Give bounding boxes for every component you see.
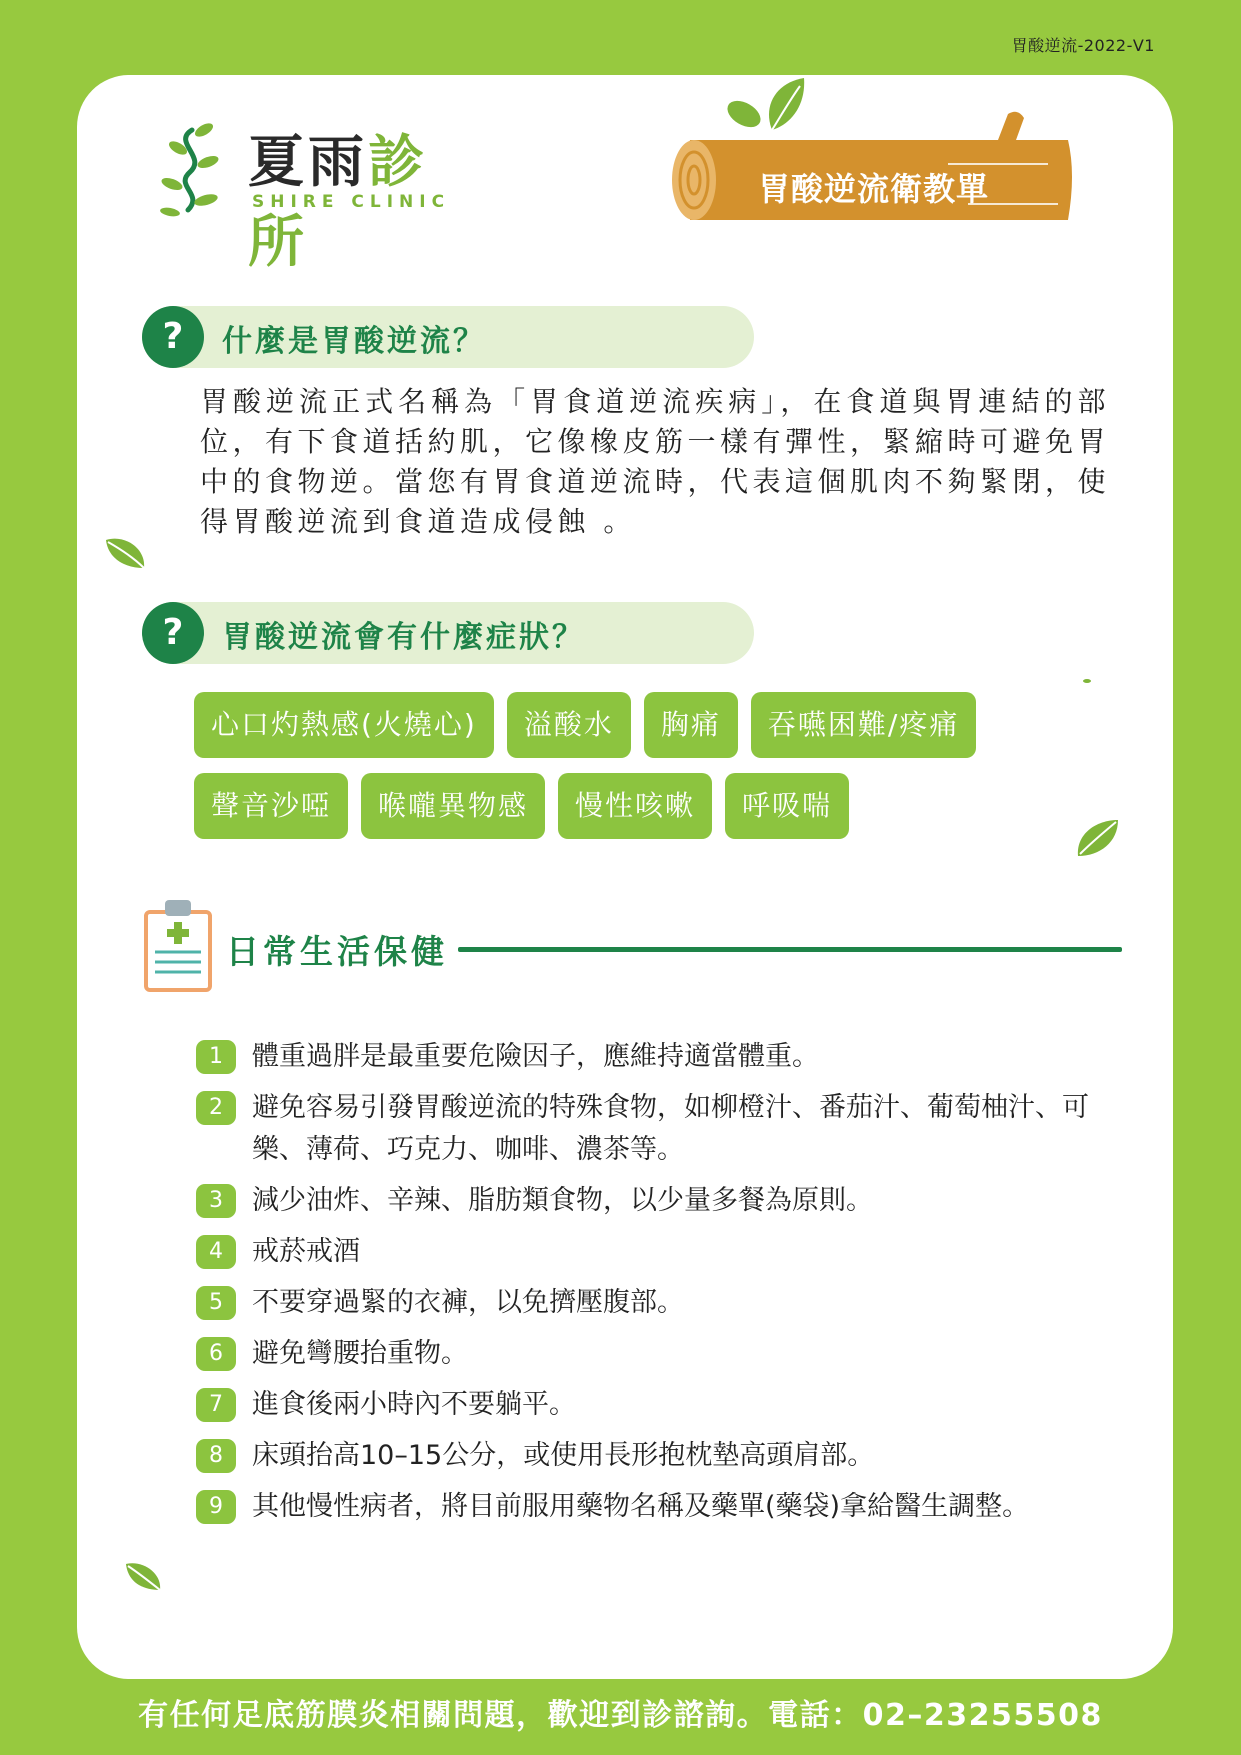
clinic-english-name: SHIRE CLINIC — [252, 192, 451, 212]
symptom-tag: 溢酸水 — [507, 692, 631, 758]
item-text: 避免彎腰抬重物。 — [252, 1338, 468, 1369]
item-number-badge: 3 — [196, 1184, 236, 1218]
item-number-badge: 7 — [196, 1388, 236, 1422]
item-text: 減少油炸、辛辣、脂肪類食物，以少量多餐為原則。 — [252, 1185, 873, 1216]
symptom-tag: 呼吸喘 — [725, 773, 849, 839]
item-number-badge: 5 — [196, 1286, 236, 1320]
item-number-badge: 4 — [196, 1235, 236, 1269]
leaf-icon — [124, 1560, 164, 1594]
symptom-tag: 喉嚨異物感 — [361, 773, 545, 839]
clinic-name-part2: 診所 — [248, 129, 428, 275]
list-item — [196, 1231, 1116, 1273]
section-what-is-header — [142, 306, 754, 368]
list-item — [196, 1486, 1116, 1528]
item-number-badge: 1 — [196, 1040, 236, 1074]
item-text: 不要穿過緊的衣褲，以免擠壓腹部。 — [252, 1287, 684, 1318]
item-text: 戒菸戒酒 — [252, 1236, 360, 1267]
clinic-name-part1: 夏雨 — [248, 129, 368, 195]
section-divider — [458, 947, 1122, 952]
list-item — [196, 1384, 1116, 1426]
leaf-icon — [1074, 818, 1120, 858]
section-what-is-title: 什麼是胃酸逆流？ — [222, 324, 486, 359]
symptom-tag-row — [194, 692, 1074, 758]
list-item — [196, 1036, 1116, 1078]
item-text: 進食後兩小時內不要躺平。 — [252, 1389, 576, 1420]
care-list — [196, 1036, 1116, 1537]
section-care-title: 日常生活保健 — [226, 932, 448, 971]
clinic-logo — [152, 112, 452, 275]
vine-logo-icon — [152, 112, 232, 222]
list-item — [196, 1435, 1116, 1477]
item-text: 避免容易引發胃酸逆流的特殊食物，如柳橙汁、番茄汁、葡萄柚汁、可樂、薄荷、巧克力、咖啡、濃茶等。 — [252, 1092, 1089, 1165]
item-number-badge: 6 — [196, 1337, 236, 1371]
symptom-tag: 聲音沙啞 — [194, 773, 348, 839]
question-icon: ? — [142, 306, 204, 368]
symptom-tag: 心口灼熱感(火燒心) — [194, 692, 494, 758]
list-item — [196, 1180, 1116, 1222]
item-text: 床頭抬高10–15公分，或使用長形抱枕墊高頭肩部。 — [252, 1440, 875, 1471]
symptom-tag: 吞嚥困難/疼痛 — [751, 692, 976, 758]
title-banner — [668, 74, 1078, 234]
symptom-tags — [194, 692, 1074, 854]
section-what-is-body: 胃酸逆流正式名稱為「胃食道逆流疾病」，在食道與胃連結的部位，有下食道括約肌，它像橡皮筋一樣有彈性，緊縮時可避免胃中的食物逆。當您有胃食道逆流時，代表這個肌肉不夠緊閉，使得胃酸逆流到食道造成侵蝕 。 — [200, 385, 1111, 538]
item-number-badge: 8 — [196, 1439, 236, 1473]
symptom-tag-row — [194, 773, 1074, 839]
symptom-tag: 胸痛 — [644, 692, 738, 758]
section-symptoms-title: 胃酸逆流會有什麼症狀？ — [222, 620, 585, 655]
version-label: 胃酸逆流-2022-V1 — [1011, 36, 1155, 55]
item-number-badge: 2 — [196, 1091, 236, 1125]
item-text: 體重過胖是最重要危險因子，應維持適當體重。 — [252, 1041, 819, 1072]
clipboard-icon — [143, 898, 213, 994]
question-icon: ? — [142, 602, 204, 664]
log-icon — [668, 74, 1078, 234]
list-item — [196, 1282, 1116, 1324]
leaf-icon — [1082, 678, 1092, 684]
list-item — [196, 1087, 1116, 1171]
footer-contact: 有任何足底筋膜炎相關問題，歡迎到診諮詢。電話：02–23255508 — [138, 1698, 1103, 1733]
banner-title: 胃酸逆流衛教單 — [758, 170, 990, 208]
item-number-badge: 9 — [196, 1490, 236, 1524]
item-text: 其他慢性病者，將目前服用藥物名稱及藥單(藥袋)拿給醫生調整。 — [252, 1491, 1030, 1522]
leaf-icon — [104, 534, 148, 572]
section-symptoms-header — [142, 602, 754, 664]
symptom-tag: 慢性咳嗽 — [558, 773, 712, 839]
list-item — [196, 1333, 1116, 1375]
